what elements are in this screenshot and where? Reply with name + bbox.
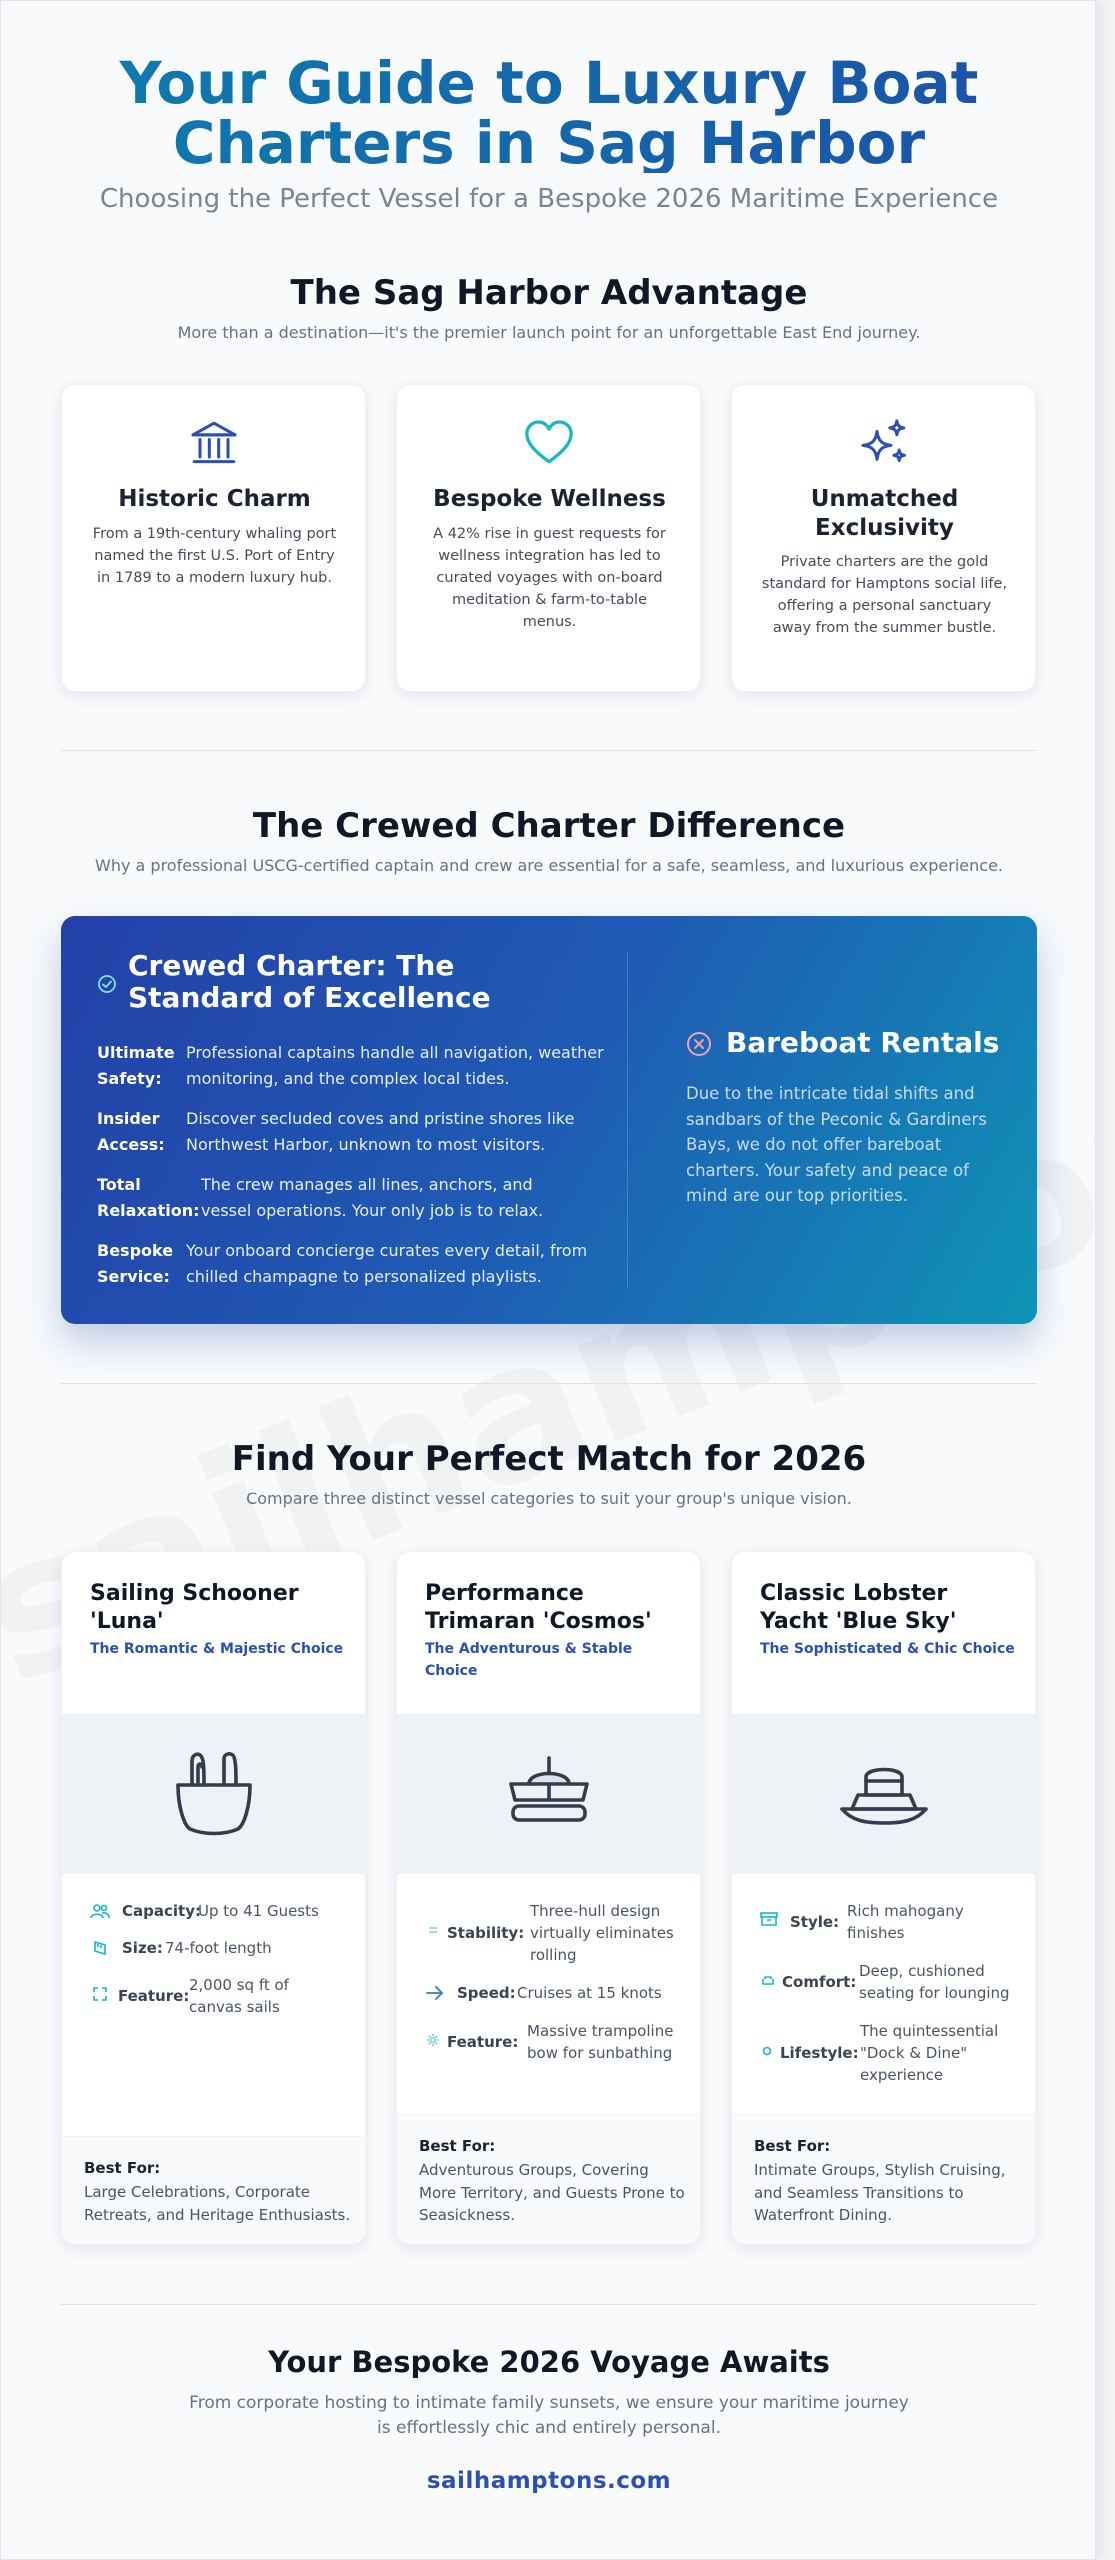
vessel-title: Classic Lobster Yacht 'Blue Sky' xyxy=(760,1581,957,1634)
hero-subtitle: Choosing the Perfect Vessel for a Bespoke 2026 Maritime Experience xyxy=(99,184,999,214)
heart-icon xyxy=(397,415,700,471)
vessel-spec xyxy=(760,1900,1020,1944)
best-for-text: Adventurous Groups, Covering More Territory, and Guests Prone to Seasickness. xyxy=(419,2161,685,2224)
vessel-spec-key: Capacity: xyxy=(122,1902,201,1920)
bareboat-body: Due to the intricate tidal shifts and sandbars of the Peconic & Gardiners Bays, we do not offer bareboat charters. Your safety and peace of mind are our top priorities. xyxy=(686,1084,987,1205)
crewed-panel-title: Crewed Charter: The Standard of Excellence xyxy=(128,949,491,1014)
match-subtitle: Compare three distinct vessel categories to suit your group's unique vision. xyxy=(246,1489,852,1508)
best-for-label: Best For: xyxy=(419,2137,496,2155)
vessel-spec-key: Comfort: xyxy=(782,1973,857,1991)
expand-icon xyxy=(92,1986,108,2002)
advantage-card-wellness xyxy=(396,384,701,692)
archive-icon xyxy=(760,1911,778,1927)
vessel-spec xyxy=(760,2020,1020,2090)
section-divider xyxy=(61,2304,1037,2305)
yacht-icon xyxy=(836,1759,932,1829)
users-icon xyxy=(90,1902,110,1920)
sofa-icon xyxy=(761,1973,775,1987)
cta-title: Your Bespoke 2026 Voyage Awaits xyxy=(268,2345,830,2379)
hero-title-line2: Charters in Sag Harbor xyxy=(172,109,926,177)
crewed-row-label: Insider Access: xyxy=(97,1109,165,1154)
vessel-spec-value: The quintessential "Dock & Dine" experience xyxy=(860,2022,999,2084)
crewed-row-label: Bespoke Service: xyxy=(97,1241,174,1286)
crewed-title: The Crewed Charter Difference xyxy=(252,806,846,846)
advantage-card-title: Bespoke Wellness xyxy=(433,486,666,512)
advantage-card-title: Unmatched Exclusivity xyxy=(810,486,959,541)
vessel-spec-key: Lifestyle: xyxy=(780,2044,859,2062)
vessel-image xyxy=(397,1714,700,1874)
vessel-spec xyxy=(425,2020,685,2068)
vessel-spec xyxy=(760,1960,1020,2004)
advantage-card-body: Private charters are the gold standard for Hamptons social life, offering a personal sanctuary away from the summer bustle. xyxy=(761,554,1008,636)
best-for-text: Intimate Groups, Stylish Cruising, and Seamless Transitions to Waterfront Dining. xyxy=(754,2161,1006,2224)
vessel-card-luna xyxy=(61,1551,366,2245)
advantage-card-body: From a 19th-century whaling port named the first U.S. Port of Entry in 1789 to a modern luxury hub. xyxy=(92,526,337,586)
glass-icon xyxy=(761,2045,773,2057)
advantage-subtitle: More than a destination—it's the premier launch point for an unforgettable East End journey. xyxy=(177,323,921,342)
advantage-card-body: A 42% rise in guest requests for wellness integration has led to curated voyages with on-board meditation & farm-to-table menus. xyxy=(433,526,666,630)
arrow-right-icon xyxy=(425,1985,445,2001)
crewed-row-text: The crew manages all lines, anchors, and vessel operations. Your only job is to relax. xyxy=(201,1175,544,1220)
crewed-row-label: Ultimate Safety: xyxy=(97,1043,175,1088)
section-divider xyxy=(61,750,1037,751)
best-for-label: Best For: xyxy=(754,2137,831,2155)
x-circle-icon xyxy=(686,1031,712,1057)
vessel-card-cosmos xyxy=(396,1551,701,2245)
check-circle-icon xyxy=(97,974,117,994)
vessel-tag: The Sophisticated & Chic Choice xyxy=(760,1641,1015,1657)
vessel-tag: The Adventurous & Stable Choice xyxy=(425,1641,633,1679)
crewed-row xyxy=(97,1238,597,1290)
crewed-panel-divider xyxy=(627,952,628,1288)
crewed-row-text: Your onboard concierge curates every detail, from chilled champagne to personalized playlists. xyxy=(186,1241,588,1286)
vessel-spec-value: 2,000 sq ft of canvas sails xyxy=(189,1976,289,2016)
vessel-tag: The Romantic & Majestic Choice xyxy=(90,1641,344,1657)
sparkles-icon xyxy=(732,415,1035,471)
vessel-spec-key: Feature: xyxy=(118,1987,190,2005)
vessel-spec-key: Feature: xyxy=(447,2033,519,2051)
vessel-best-for xyxy=(62,2136,365,2244)
crewed-row-label: Total Relaxation: xyxy=(97,1175,200,1220)
match-title: Find Your Perfect Match for 2026 xyxy=(231,1439,867,1479)
vessel-image xyxy=(62,1714,365,1874)
crewed-row-text: Discover secluded coves and pristine shores like Northwest Harbor, unknown to most visitors. xyxy=(186,1109,575,1154)
hero-title xyxy=(1,49,1096,177)
vessel-title: Sailing Schooner 'Luna' xyxy=(90,1581,299,1634)
hero-title-line1: Your Guide to Luxury Boat xyxy=(119,49,979,117)
bank-icon xyxy=(62,415,365,471)
crewed-row-text: Professional captains handle all navigation, weather monitoring, and the complex local tides. xyxy=(186,1043,604,1088)
trimaran-icon xyxy=(501,1754,597,1834)
sailboat-icon xyxy=(172,1749,256,1839)
crewed-row xyxy=(97,1172,597,1224)
vessel-spec-value: Cruises at 15 knots xyxy=(517,1984,662,2002)
advantage-card-exclusivity xyxy=(731,384,1036,692)
vessel-spec-value: Massive trampoline bow for sunbathing xyxy=(527,2022,674,2062)
advantage-card-title: Historic Charm xyxy=(118,486,311,512)
sun-icon xyxy=(426,2033,440,2047)
section-divider xyxy=(61,1383,1037,1384)
vessel-spec-key: Size: xyxy=(122,1939,163,1957)
advantage-title: The Sag Harbor Advantage xyxy=(290,273,808,313)
crewed-subtitle: Why a professional USCG-certified captain and crew are essential for a safe, seamless, and luxurious experience. xyxy=(95,856,1003,875)
website-link[interactable]: sailhamptons.com xyxy=(426,2468,672,2494)
bareboat-title: Bareboat Rentals xyxy=(726,1026,1000,1059)
vessel-card-blue-sky xyxy=(731,1551,1036,2245)
crewed-panel xyxy=(61,916,1037,1324)
vessel-spec-value: 74-foot length xyxy=(165,1939,272,1957)
ruler-icon xyxy=(92,1940,108,1956)
vessel-spec-key: Speed: xyxy=(457,1984,516,2002)
vessel-spec-key: Style: xyxy=(790,1913,840,1931)
vessel-spec-value: Rich mahogany finishes xyxy=(847,1902,964,1942)
best-for-label: Best For: xyxy=(84,2159,161,2177)
advantage-card-historic xyxy=(61,384,366,692)
cta-body: From corporate hosting to intimate family sunsets, we ensure your maritime journey is effortlessly chic and entirely personal. xyxy=(189,2393,909,2438)
vessel-best-for xyxy=(732,2114,1035,2244)
vessel-spec-value: Deep, cushioned seating for lounging xyxy=(859,1962,1010,2002)
vessel-spec xyxy=(90,1974,350,2022)
vessel-spec-value: Three-hull design virtually eliminates rolling xyxy=(530,1902,674,1964)
vessel-spec xyxy=(425,1900,685,1966)
vessel-best-for xyxy=(397,2114,700,2244)
best-for-text: Large Celebrations, Corporate Retreats, and Heritage Enthusiasts. xyxy=(84,2183,351,2224)
vessel-title: Performance Trimaran 'Cosmos' xyxy=(425,1581,652,1634)
vessel-image xyxy=(732,1714,1035,1874)
crewed-row xyxy=(97,1106,597,1158)
vessel-spec-key: Stability: xyxy=(447,1924,525,1942)
crewed-row xyxy=(97,1040,604,1092)
vessel-spec-value: Up to 41 Guests xyxy=(198,1902,319,1920)
balance-icon xyxy=(427,1924,439,1936)
